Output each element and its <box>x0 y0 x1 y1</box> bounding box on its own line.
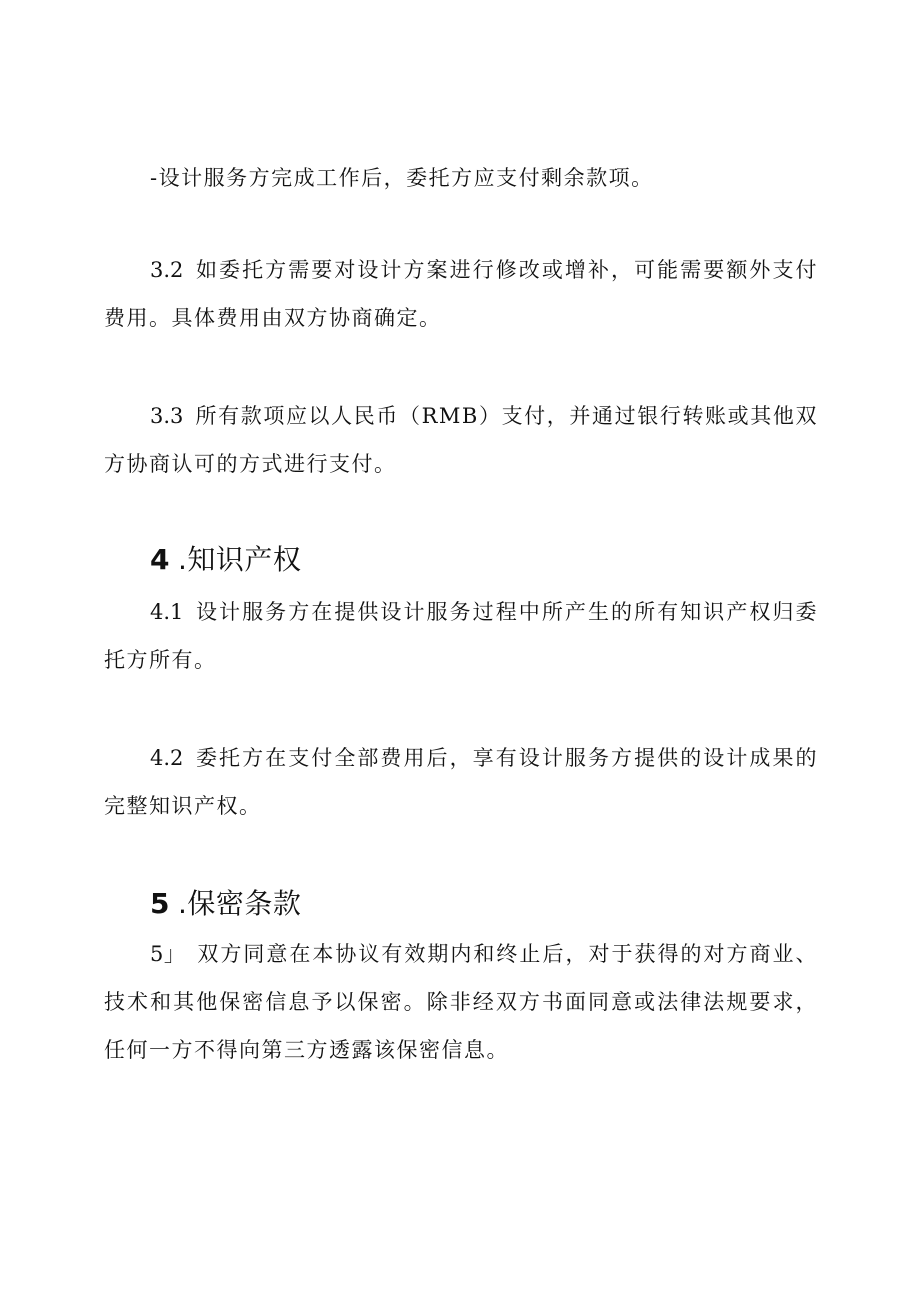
section-heading-4 <box>150 540 301 580</box>
clause-3-3 <box>104 392 818 488</box>
clause-5-1 <box>104 930 818 1074</box>
section-title: .保密条款 <box>177 887 302 920</box>
section-number: 5 <box>150 887 170 920</box>
clause-number: 3.2 <box>150 258 184 282</box>
section-heading-5 <box>150 884 301 924</box>
clause-number: 4.2 <box>150 746 184 770</box>
clause-text: 委托方在支付全部费用后，享有设计服务方提供的设计成果的完整知识产权。 <box>104 746 818 818</box>
section-title: .知识产权 <box>177 543 302 576</box>
clause-number: 4.1 <box>150 600 184 624</box>
clause-4-1 <box>104 588 818 684</box>
clause-number: 5」 <box>150 942 186 966</box>
section-number: 4 <box>150 543 170 576</box>
clause-3-2 <box>104 246 818 342</box>
paragraph-remaining-payment <box>104 154 818 202</box>
clause-text: 如委托方需要对设计方案进行修改或增补，可能需要额外支付费用。具体费用由双方协商确定。 <box>104 258 818 330</box>
clause-text: 所有款项应以人民币（RMB）支付，并通过银行转账或其他双方协商认可的方式进行支付。 <box>104 404 818 476</box>
clause-number: 3.3 <box>150 404 184 428</box>
clause-text: 设计服务方在提供设计服务过程中所产生的所有知识产权归委托方所有。 <box>104 600 818 672</box>
clause-text: 双方同意在本协议有效期内和终止后，对于获得的对方商业、技术和其他保密信息予以保密。除非经双方书面同意或法律法规要求，任何一方不得向第三方透露该保密信息。 <box>104 942 818 1062</box>
paragraph-text: -设计服务方完成工作后，委托方应支付剩余款项。 <box>150 166 654 190</box>
clause-4-2 <box>104 734 818 830</box>
